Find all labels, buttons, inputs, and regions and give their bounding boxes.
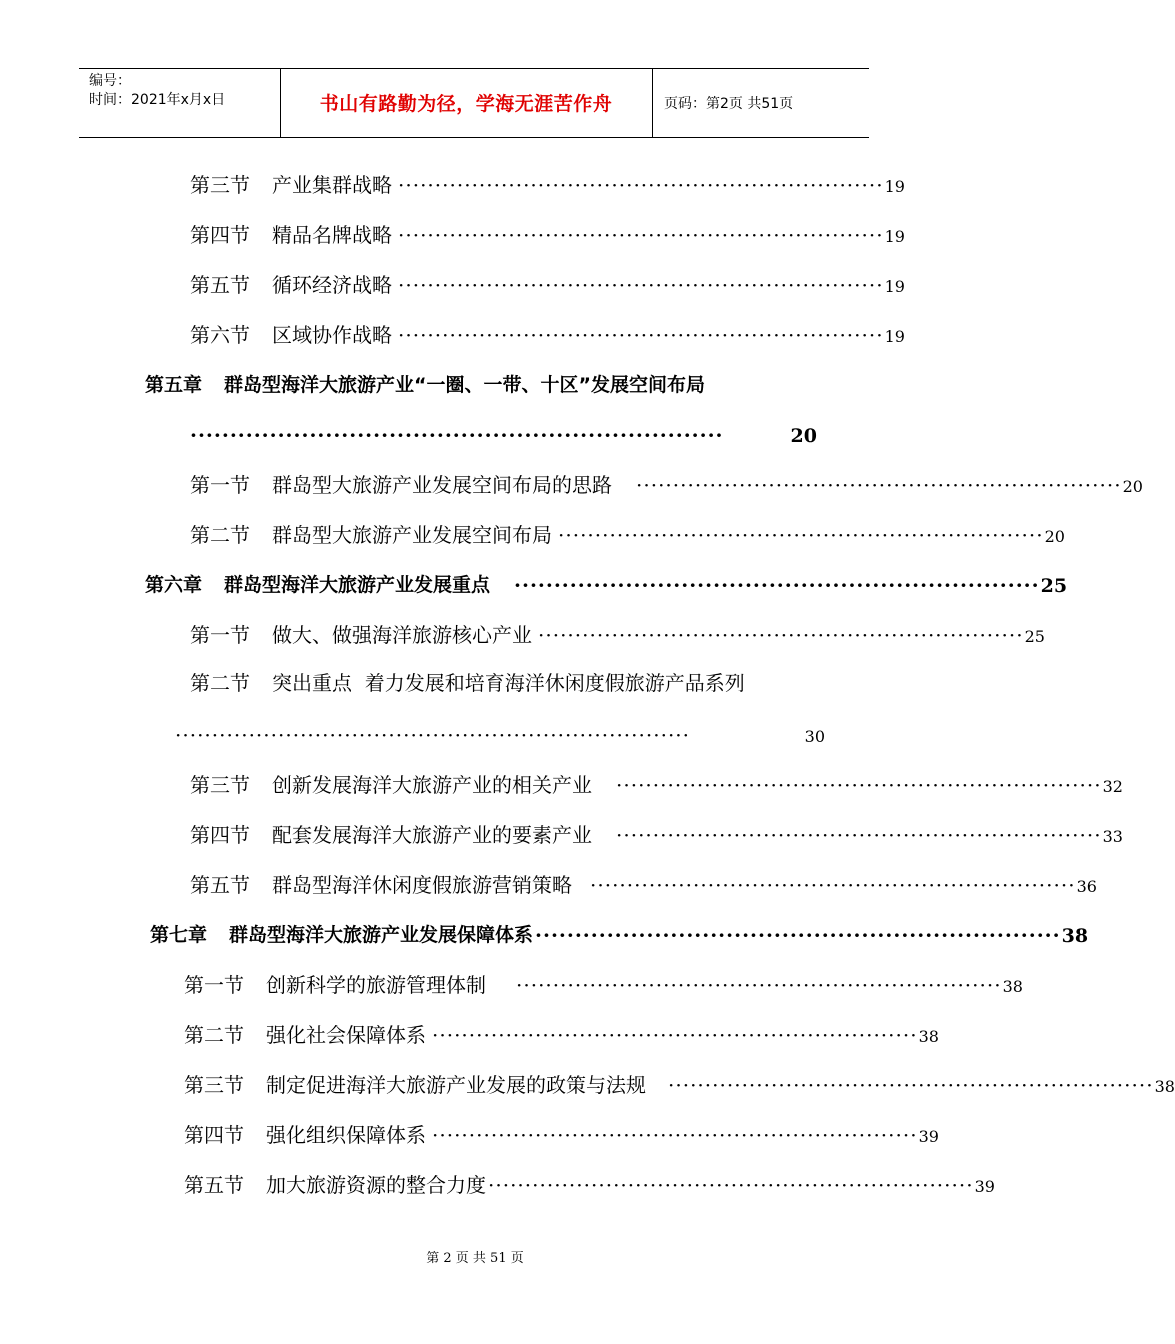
toc-number: 第三节 bbox=[190, 173, 250, 197]
toc-chapter-number: 第六章 bbox=[145, 574, 203, 596]
toc-number: 第五节 bbox=[190, 273, 250, 297]
toc-number: 第二节 bbox=[184, 1023, 244, 1047]
toc-entry bbox=[190, 518, 1065, 548]
toc-number: 第三节 bbox=[184, 1073, 244, 1097]
toc-title: 加大旅游资源的整合力度 bbox=[266, 1173, 486, 1197]
toc-chapter-entry bbox=[145, 368, 845, 398]
toc-page: 20 bbox=[1122, 477, 1143, 496]
toc-title: 强化社会保障体系 bbox=[266, 1023, 426, 1047]
toc-title: 群岛型海洋休闲度假旅游营销策略 bbox=[272, 873, 572, 897]
toc-leader: ··································································· bbox=[190, 423, 724, 447]
toc-page: 19 bbox=[884, 177, 905, 196]
toc-leader: ·································································· bbox=[398, 223, 884, 247]
toc-leader: ·································································· bbox=[616, 823, 1102, 847]
toc-leader: ·································································· bbox=[538, 623, 1024, 647]
date-label: 时间：2021年x月x日 bbox=[89, 92, 226, 108]
header-motto: 书山有路勤为径，学海无涯苦作舟 bbox=[319, 93, 613, 115]
page-footer: 第 2 页 共 51 页 bbox=[426, 1251, 524, 1266]
toc-page: 36 bbox=[1076, 877, 1097, 896]
header-divider bbox=[652, 69, 653, 137]
toc-title: 产业集群战略 bbox=[272, 173, 392, 197]
toc-number: 第一节 bbox=[190, 623, 250, 647]
toc-chapter-page: 20 bbox=[790, 425, 817, 447]
toc-chapter-entry bbox=[145, 568, 1068, 598]
toc-leader: ·································································· bbox=[616, 773, 1102, 797]
toc-leader: ·································································· bbox=[558, 523, 1044, 547]
toc-leader: ······································································ bbox=[175, 723, 691, 747]
toc-number: 第五节 bbox=[190, 873, 250, 897]
toc-number: 第四节 bbox=[190, 223, 250, 247]
toc-number: 第一节 bbox=[184, 973, 244, 997]
toc-page: 19 bbox=[884, 227, 905, 246]
toc-leader: ·································································· bbox=[398, 173, 884, 197]
toc-page: 30 bbox=[804, 727, 825, 746]
header-meta bbox=[89, 72, 225, 110]
toc-page: 33 bbox=[1102, 827, 1123, 846]
toc-leader: ·································································· bbox=[398, 273, 884, 297]
toc-entry bbox=[190, 318, 905, 348]
toc-entry bbox=[184, 1068, 1175, 1098]
header-page-info: 页码：第2页 共51页 bbox=[664, 96, 794, 112]
toc-entry bbox=[190, 666, 830, 696]
toc-number: 第六节 bbox=[190, 323, 250, 347]
toc-leader: ·································································· bbox=[488, 1173, 974, 1197]
toc-entry-continuation bbox=[175, 718, 825, 748]
toc-number: 第二节 bbox=[190, 523, 250, 547]
toc-entry bbox=[190, 468, 1143, 498]
toc-page: 19 bbox=[884, 277, 905, 296]
toc-title: 强化组织保障体系 bbox=[266, 1123, 426, 1147]
toc-title: 做大、做强海洋旅游核心产业 bbox=[272, 623, 532, 647]
toc-title: 循环经济战略 bbox=[272, 273, 392, 297]
toc-page: 25 bbox=[1024, 627, 1045, 646]
page-header bbox=[79, 68, 869, 138]
toc-leader: ·································································· bbox=[535, 923, 1061, 947]
toc-page: 38 bbox=[1154, 1077, 1175, 1096]
toc-title: 群岛型大旅游产业发展空间布局的思路 bbox=[272, 473, 612, 497]
toc-page: 38 bbox=[918, 1027, 939, 1046]
toc-entry bbox=[184, 1018, 939, 1048]
toc-page: 39 bbox=[918, 1127, 939, 1146]
toc-entry bbox=[190, 618, 1045, 648]
toc-title: 创新发展海洋大旅游产业的相关产业 bbox=[272, 773, 592, 797]
toc-chapter-number: 第五章 bbox=[145, 374, 203, 396]
toc-entry bbox=[190, 768, 1123, 798]
toc-entry bbox=[184, 1168, 995, 1198]
toc-chapter-continuation bbox=[190, 418, 817, 448]
toc-title: 制定促进海洋大旅游产业发展的政策与法规 bbox=[266, 1073, 646, 1097]
toc-number: 第一节 bbox=[190, 473, 250, 497]
toc-chapter-page: 25 bbox=[1040, 575, 1068, 597]
toc-title: 群岛型大旅游产业发展空间布局 bbox=[272, 523, 552, 547]
toc-page: 38 bbox=[1002, 977, 1023, 996]
toc-title: 突出重点 着力发展和培育海洋休闲度假旅游产品系列 bbox=[272, 671, 745, 695]
toc-leader: ·································································· bbox=[516, 973, 1002, 997]
toc-chapter-page: 38 bbox=[1061, 925, 1089, 947]
toc-chapter-number: 第七章 bbox=[150, 924, 208, 946]
toc-number: 第三节 bbox=[190, 773, 250, 797]
toc-title: 精品名牌战略 bbox=[272, 223, 392, 247]
toc-chapter-title: 群岛型海洋大旅游产业“一圈、一带、十区”发展空间布局 bbox=[224, 374, 705, 396]
toc-page: 32 bbox=[1102, 777, 1123, 796]
toc-title: 配套发展海洋大旅游产业的要素产业 bbox=[272, 823, 592, 847]
toc-leader: ·································································· bbox=[668, 1073, 1154, 1097]
toc-entry bbox=[184, 1118, 939, 1148]
toc-page: 20 bbox=[1044, 527, 1065, 546]
toc-page: 19 bbox=[884, 327, 905, 346]
toc-leader: ·································································· bbox=[514, 573, 1040, 597]
number-label: 编号： bbox=[89, 73, 131, 89]
toc-leader: ·································································· bbox=[636, 473, 1122, 497]
toc-leader: ·································································· bbox=[590, 873, 1076, 897]
toc-number: 第四节 bbox=[184, 1123, 244, 1147]
toc-entry bbox=[190, 868, 1097, 898]
toc-entry bbox=[190, 218, 905, 248]
toc-title: 区域协作战略 bbox=[272, 323, 392, 347]
toc-number: 第五节 bbox=[184, 1173, 244, 1197]
toc-entry bbox=[190, 818, 1123, 848]
toc-leader: ·································································· bbox=[432, 1023, 918, 1047]
toc-entry bbox=[184, 968, 1023, 998]
toc-chapter-title: 群岛型海洋大旅游产业发展保障体系 bbox=[229, 924, 534, 946]
toc-leader: ·································································· bbox=[432, 1123, 918, 1147]
toc-entry bbox=[190, 168, 905, 198]
toc-page: 39 bbox=[974, 1177, 995, 1196]
toc-leader: ·································································· bbox=[398, 323, 884, 347]
toc-chapter-title: 群岛型海洋大旅游产业发展重点 bbox=[224, 574, 491, 596]
toc-number: 第二节 bbox=[190, 671, 250, 695]
toc-chapter-entry bbox=[150, 918, 1089, 948]
toc-number: 第四节 bbox=[190, 823, 250, 847]
toc-entry bbox=[190, 268, 905, 298]
toc-title: 创新科学的旅游管理体制 bbox=[266, 973, 486, 997]
